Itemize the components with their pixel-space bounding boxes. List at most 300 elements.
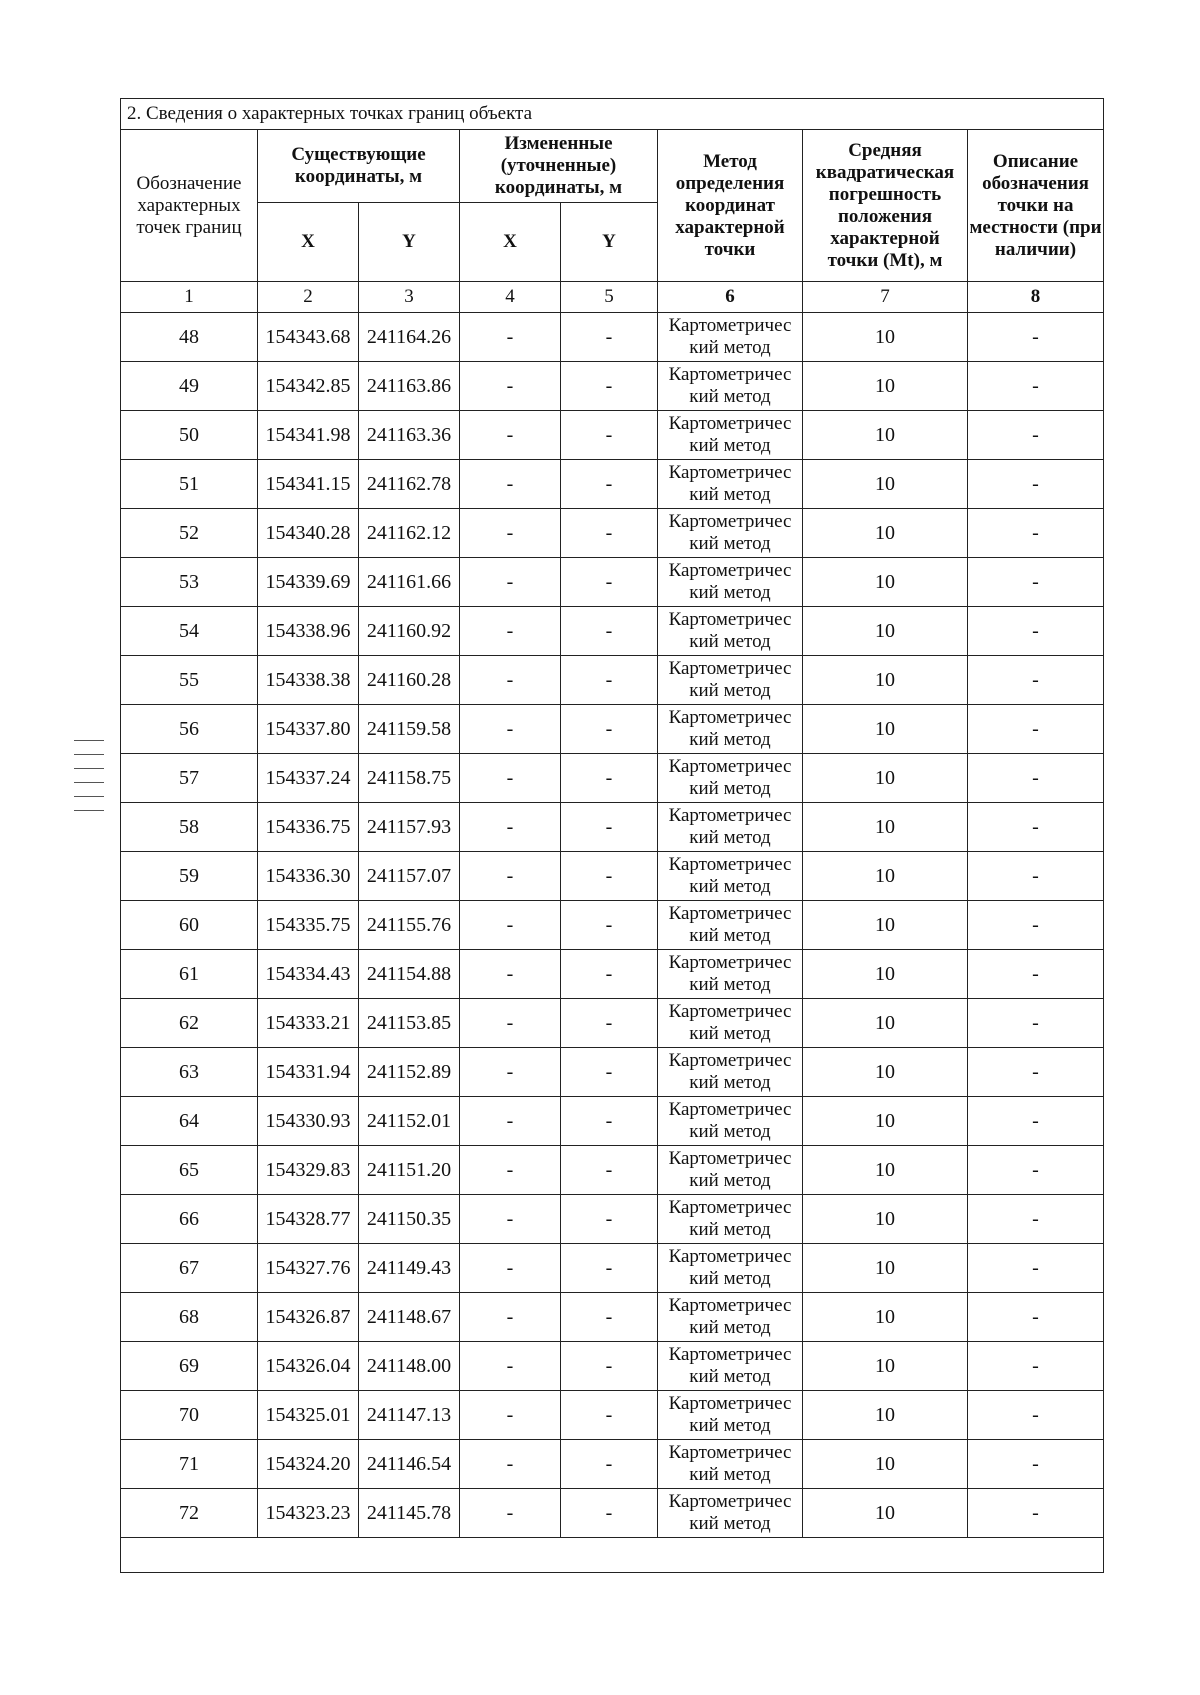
header-existing-x: X [258, 203, 359, 282]
changed-y-cell: - [561, 1048, 658, 1097]
changed-x-cell: - [460, 1489, 561, 1538]
existing-x-cell: 154335.75 [258, 901, 359, 950]
point-number-cell: 49 [121, 362, 258, 411]
description-cell: - [968, 411, 1104, 460]
changed-y-cell: - [561, 1342, 658, 1391]
method-text-line: Картометричес [668, 462, 792, 483]
method-text-line: кий метод [689, 337, 771, 358]
scan-artifact-marks [74, 740, 104, 824]
method-text-line: Картометричес [668, 560, 792, 581]
method-cell [658, 1146, 803, 1195]
method-text-line: Картометричес [668, 756, 792, 777]
existing-y-cell: 241151.20 [359, 1146, 460, 1195]
table-row [121, 558, 1104, 607]
mean-error-cell: 10 [803, 1195, 968, 1244]
existing-y-cell: 241161.66 [359, 558, 460, 607]
existing-y-cell: 241163.36 [359, 411, 460, 460]
point-number-cell: 63 [121, 1048, 258, 1097]
existing-y-cell: 241164.26 [359, 313, 460, 362]
point-number-cell: 56 [121, 705, 258, 754]
table-body [121, 313, 1104, 1538]
point-number-cell: 52 [121, 509, 258, 558]
method-text-line: кий метод [689, 484, 771, 505]
method-cell [658, 999, 803, 1048]
table-row [121, 313, 1104, 362]
existing-y-cell: 241157.93 [359, 803, 460, 852]
description-cell: - [968, 1146, 1104, 1195]
existing-y-cell: 241162.12 [359, 509, 460, 558]
method-cell [658, 656, 803, 705]
point-number-cell: 61 [121, 950, 258, 999]
method-text-line: кий метод [689, 386, 771, 407]
description-cell: - [968, 705, 1104, 754]
table-row [121, 411, 1104, 460]
changed-y-cell: - [561, 509, 658, 558]
changed-y-cell: - [561, 460, 658, 509]
changed-x-cell: - [460, 901, 561, 950]
table-row [121, 460, 1104, 509]
method-text-line: Картометричес [668, 315, 792, 336]
method-cell [658, 1195, 803, 1244]
method-text-line: кий метод [689, 533, 771, 554]
mean-error-cell: 10 [803, 950, 968, 999]
method-text-line: Картометричес [668, 1442, 792, 1463]
description-cell: - [968, 1195, 1104, 1244]
method-text-line: кий метод [689, 1317, 771, 1338]
existing-x-cell: 154323.23 [258, 1489, 359, 1538]
method-cell [658, 558, 803, 607]
point-number-cell: 66 [121, 1195, 258, 1244]
changed-y-cell: - [561, 1146, 658, 1195]
mean-error-cell: 10 [803, 999, 968, 1048]
point-number-cell: 54 [121, 607, 258, 656]
header-changed-coordinates: Измененные (уточненные) координаты, м [460, 130, 658, 203]
point-number-cell: 70 [121, 1391, 258, 1440]
changed-x-cell: - [460, 411, 561, 460]
existing-x-cell: 154336.30 [258, 852, 359, 901]
point-number-cell: 71 [121, 1440, 258, 1489]
table-header [121, 99, 1104, 313]
method-cell [658, 607, 803, 656]
table-row [121, 1440, 1104, 1489]
existing-y-cell: 241152.89 [359, 1048, 460, 1097]
existing-y-cell: 241158.75 [359, 754, 460, 803]
method-cell [658, 362, 803, 411]
existing-x-cell: 154337.24 [258, 754, 359, 803]
existing-y-cell: 241160.28 [359, 656, 460, 705]
table-row [121, 1146, 1104, 1195]
existing-x-cell: 154342.85 [258, 362, 359, 411]
changed-y-cell: - [561, 1097, 658, 1146]
existing-y-cell: 241163.86 [359, 362, 460, 411]
table-row [121, 607, 1104, 656]
mean-error-cell: 10 [803, 656, 968, 705]
existing-x-cell: 154325.01 [258, 1391, 359, 1440]
existing-y-cell: 241159.58 [359, 705, 460, 754]
existing-y-cell: 241162.78 [359, 460, 460, 509]
existing-x-cell: 154331.94 [258, 1048, 359, 1097]
mean-error-cell: 10 [803, 558, 968, 607]
description-cell: - [968, 313, 1104, 362]
changed-x-cell: - [460, 656, 561, 705]
method-text-line: Картометричес [668, 952, 792, 973]
method-text-line: кий метод [689, 1121, 771, 1142]
table-row [121, 1391, 1104, 1440]
table-row [121, 803, 1104, 852]
method-text-line: кий метод [689, 631, 771, 652]
existing-y-cell: 241154.88 [359, 950, 460, 999]
method-cell [658, 1097, 803, 1146]
existing-y-cell: 241145.78 [359, 1489, 460, 1538]
changed-y-cell: - [561, 950, 658, 999]
existing-y-cell: 241152.01 [359, 1097, 460, 1146]
mean-error-cell: 10 [803, 1293, 968, 1342]
method-cell [658, 460, 803, 509]
method-text-line: кий метод [689, 1170, 771, 1191]
table-row [121, 705, 1104, 754]
existing-x-cell: 154341.98 [258, 411, 359, 460]
description-cell: - [968, 803, 1104, 852]
mean-error-cell: 10 [803, 901, 968, 950]
point-number-cell: 67 [121, 1244, 258, 1293]
header-changed-y: Y [561, 203, 658, 282]
description-cell: - [968, 558, 1104, 607]
boundary-points-sheet [120, 98, 1103, 1573]
point-number-cell: 62 [121, 999, 258, 1048]
existing-x-cell: 154326.87 [258, 1293, 359, 1342]
method-cell [658, 1048, 803, 1097]
method-text-line: кий метод [689, 778, 771, 799]
existing-x-cell: 154341.15 [258, 460, 359, 509]
column-number: 8 [968, 282, 1104, 313]
method-text-line: Картометричес [668, 658, 792, 679]
header-existing-coordinates: Существующие координаты, м [258, 130, 460, 203]
mean-error-cell: 10 [803, 313, 968, 362]
method-cell [658, 1342, 803, 1391]
existing-y-cell: 241155.76 [359, 901, 460, 950]
method-text-line: Картометричес [668, 1344, 792, 1365]
table-row [121, 901, 1104, 950]
description-cell: - [968, 362, 1104, 411]
mean-error-cell: 10 [803, 411, 968, 460]
existing-x-cell: 154329.83 [258, 1146, 359, 1195]
changed-y-cell: - [561, 852, 658, 901]
existing-y-cell: 241153.85 [359, 999, 460, 1048]
method-text-line: кий метод [689, 1366, 771, 1387]
method-text-line: кий метод [689, 680, 771, 701]
method-text-line: Картометричес [668, 1001, 792, 1022]
method-text-line: кий метод [689, 827, 771, 848]
table-row [121, 1293, 1104, 1342]
method-cell [658, 901, 803, 950]
point-number-cell: 51 [121, 460, 258, 509]
method-text-line: кий метод [689, 1268, 771, 1289]
changed-y-cell: - [561, 1391, 658, 1440]
method-text-line: кий метод [689, 1072, 771, 1093]
header-existing-y: Y [359, 203, 460, 282]
description-cell: - [968, 607, 1104, 656]
changed-x-cell: - [460, 558, 561, 607]
mean-error-cell: 10 [803, 852, 968, 901]
point-number-cell: 68 [121, 1293, 258, 1342]
changed-x-cell: - [460, 362, 561, 411]
method-cell [658, 1244, 803, 1293]
method-text-line: Картометричес [668, 805, 792, 826]
method-cell [658, 754, 803, 803]
changed-x-cell: - [460, 705, 561, 754]
mean-error-cell: 10 [803, 1391, 968, 1440]
method-text-line: Картометричес [668, 1393, 792, 1414]
method-text-line: Картометричес [668, 1491, 792, 1512]
method-cell [658, 1440, 803, 1489]
table-row [121, 1342, 1104, 1391]
method-cell [658, 1391, 803, 1440]
description-cell: - [968, 1489, 1104, 1538]
method-cell [658, 705, 803, 754]
boundary-points-table [120, 98, 1104, 1573]
changed-x-cell: - [460, 754, 561, 803]
changed-x-cell: - [460, 1440, 561, 1489]
point-number-cell: 69 [121, 1342, 258, 1391]
method-text-line: кий метод [689, 582, 771, 603]
description-cell: - [968, 1440, 1104, 1489]
method-text-line: кий метод [689, 729, 771, 750]
mean-error-cell: 10 [803, 705, 968, 754]
method-text-line: кий метод [689, 1415, 771, 1436]
existing-y-cell: 241150.35 [359, 1195, 460, 1244]
description-cell: - [968, 950, 1104, 999]
header-changed-x: X [460, 203, 561, 282]
existing-x-cell: 154339.69 [258, 558, 359, 607]
point-number-cell: 57 [121, 754, 258, 803]
description-cell: - [968, 1048, 1104, 1097]
method-text-line: Картометричес [668, 364, 792, 385]
table-row [121, 950, 1104, 999]
column-number: 1 [121, 282, 258, 313]
existing-x-cell: 154338.38 [258, 656, 359, 705]
existing-x-cell: 154326.04 [258, 1342, 359, 1391]
section-title: 2. Сведения о характерных точках границ объекта [121, 99, 1104, 130]
mean-error-cell: 10 [803, 1048, 968, 1097]
table-row [121, 1195, 1104, 1244]
header-description: Описание обозначения точки на местности (при наличии) [968, 130, 1104, 282]
changed-y-cell: - [561, 362, 658, 411]
changed-x-cell: - [460, 1342, 561, 1391]
changed-y-cell: - [561, 705, 658, 754]
changed-y-cell: - [561, 313, 658, 362]
existing-x-cell: 154343.68 [258, 313, 359, 362]
header-mean-error: Средняя квадратическая погрешность положения характерной точки (Mt), м [803, 130, 968, 282]
method-text-line: кий метод [689, 1464, 771, 1485]
method-cell [658, 509, 803, 558]
mean-error-cell: 10 [803, 803, 968, 852]
existing-x-cell: 154337.80 [258, 705, 359, 754]
changed-y-cell: - [561, 803, 658, 852]
mean-error-cell: 10 [803, 607, 968, 656]
changed-x-cell: - [460, 803, 561, 852]
existing-x-cell: 154336.75 [258, 803, 359, 852]
table-row [121, 1097, 1104, 1146]
point-number-cell: 60 [121, 901, 258, 950]
changed-x-cell: - [460, 852, 561, 901]
table-row [121, 362, 1104, 411]
method-text-line: Картометричес [668, 1197, 792, 1218]
existing-x-cell: 154327.76 [258, 1244, 359, 1293]
existing-y-cell: 241148.67 [359, 1293, 460, 1342]
changed-x-cell: - [460, 999, 561, 1048]
existing-x-cell: 154324.20 [258, 1440, 359, 1489]
method-text-line: кий метод [689, 1219, 771, 1240]
changed-x-cell: - [460, 1244, 561, 1293]
column-number: 7 [803, 282, 968, 313]
changed-x-cell: - [460, 1097, 561, 1146]
mean-error-cell: 10 [803, 1489, 968, 1538]
mean-error-cell: 10 [803, 1244, 968, 1293]
changed-y-cell: - [561, 1440, 658, 1489]
mean-error-cell: 10 [803, 460, 968, 509]
point-number-cell: 55 [121, 656, 258, 705]
existing-x-cell: 154334.43 [258, 950, 359, 999]
method-text-line: кий метод [689, 1023, 771, 1044]
point-number-cell: 48 [121, 313, 258, 362]
method-text-line: Картометричес [668, 854, 792, 875]
mean-error-cell: 10 [803, 1097, 968, 1146]
point-number-cell: 64 [121, 1097, 258, 1146]
method-text-line: Картометричес [668, 1295, 792, 1316]
table-row [121, 509, 1104, 558]
method-cell [658, 950, 803, 999]
method-text-line: Картометричес [668, 903, 792, 924]
method-text-line: Картометричес [668, 707, 792, 728]
method-text-line: кий метод [689, 925, 771, 946]
method-text-line: кий метод [689, 1513, 771, 1534]
point-number-cell: 65 [121, 1146, 258, 1195]
mean-error-cell: 10 [803, 509, 968, 558]
table-row [121, 1244, 1104, 1293]
table-row [121, 754, 1104, 803]
point-number-cell: 72 [121, 1489, 258, 1538]
column-number-row [121, 282, 1104, 313]
changed-y-cell: - [561, 607, 658, 656]
method-text-line: Картометричес [668, 609, 792, 630]
changed-y-cell: - [561, 901, 658, 950]
changed-x-cell: - [460, 1293, 561, 1342]
method-text-line: Картометричес [668, 1050, 792, 1071]
changed-y-cell: - [561, 1293, 658, 1342]
method-cell [658, 1489, 803, 1538]
header-method: Метод определения координат характерной точки [658, 130, 803, 282]
method-text-line: кий метод [689, 974, 771, 995]
changed-y-cell: - [561, 754, 658, 803]
method-cell [658, 1293, 803, 1342]
description-cell: - [968, 852, 1104, 901]
description-cell: - [968, 1293, 1104, 1342]
description-cell: - [968, 1342, 1104, 1391]
changed-x-cell: - [460, 313, 561, 362]
existing-y-cell: 241147.13 [359, 1391, 460, 1440]
description-cell: - [968, 1097, 1104, 1146]
existing-x-cell: 154340.28 [258, 509, 359, 558]
mean-error-cell: 10 [803, 1342, 968, 1391]
method-text-line: кий метод [689, 876, 771, 897]
changed-y-cell: - [561, 999, 658, 1048]
header-point-designation: Обозначение характерных точек границ [121, 130, 258, 282]
mean-error-cell: 10 [803, 1440, 968, 1489]
column-number: 6 [658, 282, 803, 313]
point-number-cell: 53 [121, 558, 258, 607]
table-row [121, 656, 1104, 705]
table-row [121, 1048, 1104, 1097]
column-number: 5 [561, 282, 658, 313]
changed-x-cell: - [460, 509, 561, 558]
point-number-cell: 50 [121, 411, 258, 460]
changed-y-cell: - [561, 1244, 658, 1293]
existing-x-cell: 154328.77 [258, 1195, 359, 1244]
mean-error-cell: 10 [803, 362, 968, 411]
changed-x-cell: - [460, 1391, 561, 1440]
existing-y-cell: 241149.43 [359, 1244, 460, 1293]
method-cell [658, 411, 803, 460]
changed-y-cell: - [561, 1489, 658, 1538]
changed-x-cell: - [460, 1146, 561, 1195]
table-row [121, 852, 1104, 901]
description-cell: - [968, 1391, 1104, 1440]
method-cell [658, 803, 803, 852]
method-text-line: Картометричес [668, 413, 792, 434]
changed-x-cell: - [460, 1195, 561, 1244]
existing-y-cell: 241146.54 [359, 1440, 460, 1489]
existing-y-cell: 241148.00 [359, 1342, 460, 1391]
description-cell: - [968, 656, 1104, 705]
method-text-line: Картометричес [668, 1148, 792, 1169]
existing-y-cell: 241157.07 [359, 852, 460, 901]
point-number-cell: 59 [121, 852, 258, 901]
mean-error-cell: 10 [803, 754, 968, 803]
column-number: 2 [258, 282, 359, 313]
method-text-line: Картометричес [668, 1099, 792, 1120]
changed-y-cell: - [561, 1195, 658, 1244]
mean-error-cell: 10 [803, 1146, 968, 1195]
changed-y-cell: - [561, 558, 658, 607]
description-cell: - [968, 460, 1104, 509]
existing-x-cell: 154333.21 [258, 999, 359, 1048]
table-empty-footer-row [121, 1538, 1104, 1573]
changed-x-cell: - [460, 607, 561, 656]
table-row [121, 999, 1104, 1048]
existing-x-cell: 154330.93 [258, 1097, 359, 1146]
column-number: 4 [460, 282, 561, 313]
description-cell: - [968, 1244, 1104, 1293]
changed-x-cell: - [460, 1048, 561, 1097]
description-cell: - [968, 901, 1104, 950]
table-row [121, 1489, 1104, 1538]
changed-x-cell: - [460, 950, 561, 999]
method-cell [658, 852, 803, 901]
method-text-line: кий метод [689, 435, 771, 456]
description-cell: - [968, 754, 1104, 803]
description-cell: - [968, 509, 1104, 558]
method-cell [658, 313, 803, 362]
changed-x-cell: - [460, 460, 561, 509]
changed-y-cell: - [561, 411, 658, 460]
column-number: 3 [359, 282, 460, 313]
changed-y-cell: - [561, 656, 658, 705]
point-number-cell: 58 [121, 803, 258, 852]
method-text-line: Картометричес [668, 1246, 792, 1267]
method-text-line: Картометричес [668, 511, 792, 532]
description-cell: - [968, 999, 1104, 1048]
existing-y-cell: 241160.92 [359, 607, 460, 656]
